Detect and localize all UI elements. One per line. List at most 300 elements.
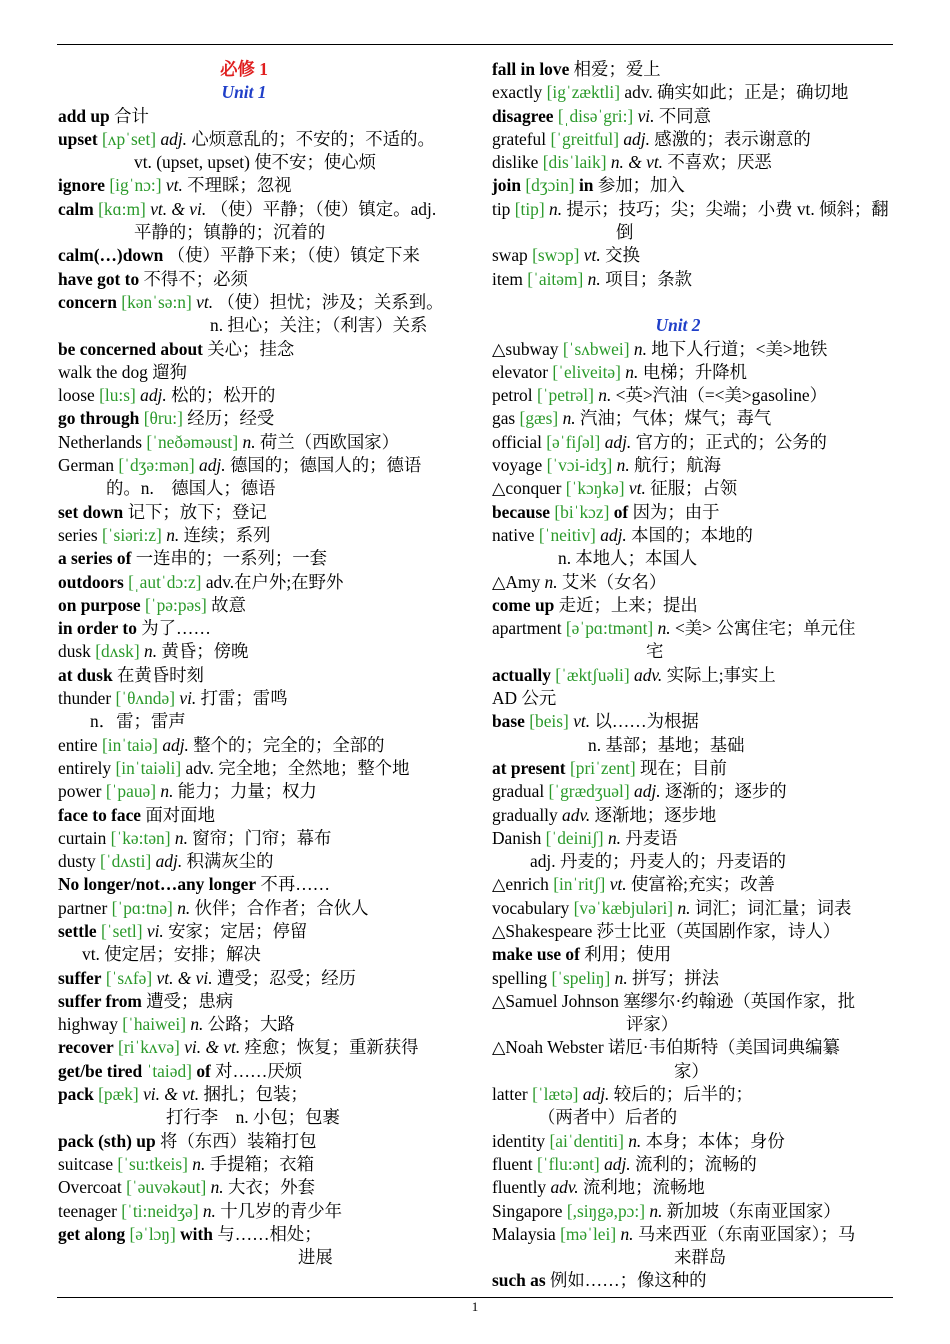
part-of-speech: n.: [633, 338, 647, 359]
definition: 十几岁的青少年: [220, 1200, 343, 1221]
vocab-entry: [492, 524, 894, 571]
part-of-speech: vt.: [628, 478, 646, 499]
vocab-entry: [58, 967, 460, 990]
vocab-entry: [492, 1083, 894, 1130]
vocab-entry: [58, 291, 460, 338]
headword: loose: [58, 385, 95, 406]
headword: make use of: [492, 944, 580, 965]
part-of-speech: n.: [616, 455, 630, 476]
phonetic: ˈtaiəd]: [146, 1060, 192, 1081]
vocab-entry: [492, 81, 894, 104]
headword: such as: [492, 1270, 546, 1291]
headword: △Samuel Johnson: [492, 990, 619, 1011]
vocab-entry: [492, 617, 894, 664]
vocab-entry: [58, 174, 460, 197]
part-of-speech: n.: [144, 641, 158, 662]
headword: concern: [58, 291, 117, 312]
phonetic: [əˈfiʃəl]: [546, 431, 601, 452]
definition: 不再……: [260, 874, 330, 895]
headword-suffix: in: [578, 175, 594, 196]
part-of-speech: n.: [242, 431, 256, 452]
vocab-entry: [492, 198, 894, 245]
part-of-speech: adj.: [199, 455, 226, 476]
headword: voyage: [492, 455, 543, 476]
part-of-speech: vi.: [146, 920, 164, 941]
vocab-entry: [58, 338, 460, 361]
headword: Malaysia: [492, 1223, 556, 1244]
definition: 对……厌烦: [215, 1060, 303, 1081]
part-of-speech: adv.: [562, 804, 591, 825]
phonetic: [ˈpetrəl]: [536, 385, 594, 406]
definition: 与……相处；: [217, 1223, 322, 1244]
definition: 记下；放下；登记: [127, 501, 267, 522]
unit-1-title: Unit 1: [221, 82, 267, 103]
vocab-entry: [492, 128, 894, 151]
phonetic: [ˈaitəm]: [527, 268, 584, 289]
headword: latter: [492, 1084, 528, 1105]
definition-continued: n．雷；雷声: [90, 711, 186, 732]
vocab-column-left: [58, 58, 460, 1269]
definition: 逐渐地；逐步地: [594, 804, 717, 825]
definition: 安家；定居；停留: [168, 920, 308, 941]
definition-continued: 评家）: [626, 1014, 679, 1035]
headword: dislike: [492, 152, 539, 173]
headword: upset: [58, 128, 98, 149]
definition: 不喜欢；厌恶: [667, 152, 772, 173]
definition: 松的；松开的: [171, 385, 276, 406]
vocab-entry: [58, 594, 460, 617]
definition: 地下人行道；<美>地铁: [651, 338, 828, 359]
phonetic: [ˈdeiniʃ]: [545, 827, 604, 848]
definition-continued: adj. 丹麦的；丹麦人的；丹麦语的: [530, 851, 787, 872]
part-of-speech: adj.: [604, 1153, 631, 1174]
headword: series: [58, 524, 98, 545]
definition-continued: （两者中）后者的: [538, 1107, 678, 1128]
definition: 征服；占领: [650, 478, 738, 499]
headword: dusk: [58, 641, 91, 662]
part-of-speech: n.: [607, 827, 621, 848]
vocab-entry: [492, 1130, 894, 1153]
definition: 电梯；升降机: [642, 361, 748, 382]
phonetic: [aiˈdentiti]: [549, 1130, 624, 1151]
definition: 能力；力量；权力: [177, 781, 317, 802]
headword: △subway: [492, 338, 559, 359]
vocab-entry: [58, 244, 460, 267]
definition: 打雷；雷鸣: [200, 688, 288, 709]
definition: 心烦意乱的；不安的；不适的。: [191, 128, 435, 149]
headword: △Noah Webster: [492, 1037, 604, 1058]
part-of-speech: n.: [620, 1223, 634, 1244]
part-of-speech: n.: [649, 1200, 663, 1221]
part-of-speech: n.: [174, 827, 188, 848]
vocab-entry: [58, 1060, 460, 1083]
headword: settle: [58, 920, 97, 941]
phonetic: [swɔp]: [532, 245, 580, 266]
phonetic: [dʒɔin]: [525, 175, 575, 196]
definition: 关心；挂念: [207, 338, 295, 359]
vocab-entry: [58, 664, 460, 687]
definition: 因为；由于: [632, 501, 720, 522]
part-of-speech: n.: [549, 198, 563, 219]
part-of-speech: vt. & vi.: [150, 198, 207, 219]
vocab-entry: [58, 734, 460, 757]
phonetic: [ˈdʒə:mən]: [118, 455, 195, 476]
definition: 较后的；后半的；: [613, 1084, 753, 1105]
part-of-speech: vi. & vt.: [143, 1084, 200, 1105]
definition-continued: n. 本地人；本国人: [558, 548, 698, 569]
definition: <美> 公寓住宅；单元住: [674, 618, 856, 639]
phonetic: [,siŋgə,pɔ:]: [566, 1200, 646, 1221]
definition: 提示；技巧；尖；尖端；小费 vt. 倾斜；翻: [566, 198, 889, 219]
headword: swap: [492, 245, 528, 266]
headword: disagree: [492, 105, 554, 126]
headword: go through: [58, 408, 140, 429]
definition: 相爱；爱上: [573, 59, 661, 79]
definition: <英>汽油（=<美>gasoline）: [615, 385, 828, 406]
vocab-column-right: [492, 58, 894, 1293]
vocab-entry: [492, 1269, 894, 1292]
phonetic: [məˈlei]: [560, 1223, 617, 1244]
headword: item: [492, 268, 523, 289]
definition: 参加；加入: [597, 175, 685, 196]
phonetic: [ˈgreitful]: [550, 128, 619, 149]
phonetic: [θru:]: [143, 408, 183, 429]
vocab-entry: [492, 174, 894, 197]
definition: 逐渐的；逐步的: [664, 781, 787, 802]
vocab-entry: [492, 1036, 894, 1083]
headword: gas: [492, 408, 516, 429]
headword-suffix: with: [180, 1223, 213, 1244]
definition-continued: 来群岛: [674, 1247, 727, 1268]
definition-continued: vt. 使定居；安排；解决: [82, 944, 261, 965]
part-of-speech: adj.: [600, 524, 627, 545]
definition: 一连串的；一系列；一套: [135, 548, 328, 569]
vocab-entry: [492, 338, 894, 361]
vocab-entry: [58, 757, 460, 780]
vocab-entry: [58, 1083, 460, 1130]
definition: 捆扎；包装；: [203, 1084, 308, 1105]
vocab-entry: [58, 571, 460, 594]
headword: entire: [58, 734, 98, 755]
phonetic: [pæk]: [98, 1084, 139, 1105]
headword: base: [492, 711, 525, 732]
phonetic: [gæs]: [519, 408, 559, 429]
definition-continued: 家）: [674, 1060, 709, 1081]
headword: △conquer: [492, 478, 562, 499]
definition: adv. 完全地；全然地；整个地: [185, 757, 410, 778]
phonetic: [lu:s]: [99, 385, 136, 406]
part-of-speech: adj.: [162, 734, 189, 755]
vocab-entry: [58, 1200, 460, 1223]
part-of-speech: n.: [190, 1014, 204, 1035]
definition: 使富裕;充实；改善: [630, 874, 775, 895]
headword: vocabulary: [492, 897, 570, 918]
vocab-entry: [492, 105, 894, 128]
headword: official: [492, 431, 542, 452]
vocab-entry: [492, 990, 894, 1037]
headword: come up: [492, 594, 555, 615]
vocab-entry: [492, 920, 894, 943]
definition: （使）平静；（使）镇定。adj.: [210, 198, 437, 219]
headword: spelling: [492, 967, 548, 988]
definition: 流利的；流畅的: [635, 1153, 757, 1174]
vocab-entry: [492, 664, 894, 687]
phonetic: [ˈpə:pəs]: [145, 594, 207, 615]
headword: tip: [492, 198, 511, 219]
definition: 项目；条款: [605, 268, 693, 289]
footer-rule: [57, 1297, 893, 1298]
phonetic: [ˈkə:tən]: [110, 827, 171, 848]
phonetic: [ˈsetl]: [100, 920, 143, 941]
definition: 走近；上来；提出: [558, 594, 698, 615]
headword: face to face: [58, 804, 142, 825]
phonetic: [igˈzæktli]: [546, 82, 620, 103]
vocab-entry: [58, 687, 460, 734]
vocab-entry: [492, 1200, 894, 1223]
part-of-speech: vi. & vt.: [184, 1037, 241, 1058]
part-of-speech: n.: [160, 781, 174, 802]
definition: adv.在户外;在野外: [205, 571, 344, 592]
headword: fluent: [492, 1153, 533, 1174]
vocab-entry: [492, 967, 894, 990]
part-of-speech: vt.: [196, 291, 214, 312]
phonetic: [tip]: [514, 198, 545, 219]
book-title: 必修 1: [220, 59, 268, 79]
headword: German: [58, 455, 115, 476]
definition: 流利地；流畅地: [582, 1177, 705, 1198]
vocab-entry: [58, 547, 460, 570]
headword: pack: [58, 1084, 94, 1105]
definition: 面对面地: [145, 804, 215, 825]
definition: 德国的；德国人的；德语: [229, 455, 422, 476]
vocab-entry: [492, 943, 894, 966]
definition: 现在；目前: [639, 757, 727, 778]
definition: 不同意: [658, 105, 712, 126]
phonetic: [ˈθʌndə]: [115, 688, 175, 709]
headword: No longer/not…any longer: [58, 874, 257, 895]
headword: △enrich: [492, 874, 549, 895]
definition: 艾米（女名）: [561, 571, 667, 592]
headword: walk the dog: [58, 361, 148, 382]
phonetic: [kɑ:m]: [98, 198, 146, 219]
definition-continued: 倒: [616, 222, 634, 243]
phonetic: [əˈpɑ:tmənt]: [565, 618, 654, 639]
vocab-entry: [58, 850, 460, 873]
headword: add up: [58, 105, 110, 126]
definition: 经历；经受: [187, 408, 275, 429]
vocab-entry: [58, 1036, 460, 1059]
vocab-entry: [492, 58, 894, 81]
part-of-speech: n.: [625, 361, 639, 382]
definition: 莎士比亚（英国剧作家，诗人）: [596, 920, 841, 941]
vocab-entry: [58, 361, 460, 384]
definition: 官方的；正式的；公务的: [635, 431, 827, 452]
headword: fluently: [492, 1177, 547, 1198]
definition-continued: 进展: [298, 1247, 333, 1268]
vocab-entry: [58, 1153, 460, 1176]
part-of-speech: n.: [544, 571, 558, 592]
headword: gradual: [492, 781, 545, 802]
phonetic: [ˈæktʃuəli]: [555, 664, 630, 685]
vocab-entry: [492, 431, 894, 454]
vocab-list-unit-1: [58, 105, 460, 1270]
phonetic: [ˈsʌfə]: [105, 967, 153, 988]
phonetic: [ˈeliveitə]: [552, 361, 621, 382]
vocab-entry: [58, 524, 460, 547]
part-of-speech: vt.: [609, 874, 627, 895]
definition: 本身；本体；身份: [645, 1130, 785, 1151]
vocab-entry: [58, 780, 460, 803]
part-of-speech: adj.: [634, 781, 661, 802]
vocab-entry: [58, 804, 460, 827]
vocab-entry: [492, 1153, 894, 1176]
headword: join: [492, 175, 521, 196]
part-of-speech: n.: [192, 1153, 206, 1174]
part-of-speech: vt.: [583, 245, 601, 266]
definition-continued: n. 担心；关注；（利害）关系: [210, 315, 428, 336]
definition-continued: 平静的；镇静的；沉着的: [134, 222, 326, 243]
definition: 积满灰尘的: [186, 851, 274, 872]
vocab-entry: [492, 151, 894, 174]
phonetic: [ˈneitiv]: [538, 524, 596, 545]
phonetic: [ˈti:neidʒə]: [121, 1200, 199, 1221]
headword: get along: [58, 1223, 126, 1244]
part-of-speech: n.: [657, 618, 671, 639]
headword: teenager: [58, 1200, 117, 1221]
part-of-speech: adv.: [550, 1177, 579, 1198]
headword: Netherlands: [58, 431, 143, 452]
definition: 将（东西）装箱打包: [159, 1130, 317, 1151]
phonetic: [ˈsu:tkeis]: [117, 1153, 188, 1174]
definition: （使）担忧；涉及；关系到。: [217, 291, 444, 312]
headword: have got to: [58, 268, 140, 289]
vocab-entry: [492, 1176, 894, 1199]
part-of-speech: n.: [210, 1177, 224, 1198]
part-of-speech: n.: [614, 967, 628, 988]
headword: partner: [58, 897, 108, 918]
vocab-entry: [492, 897, 894, 920]
page-number: 1: [471, 1299, 479, 1314]
vocab-entry: [492, 1223, 894, 1270]
vocab-entry: [58, 920, 460, 967]
definition: 荷兰（西欧国家）: [259, 431, 400, 452]
phonetic: [ˈflu:ənt]: [536, 1153, 600, 1174]
headword: calm: [58, 198, 94, 219]
definition: 实际上;事实上: [666, 664, 776, 685]
definition: adv. 确实如此；正是；确切地: [624, 82, 849, 103]
definition: 马来西亚（东南亚国家）；马: [637, 1223, 856, 1244]
definition: 在黄昏时刻: [116, 664, 204, 685]
vocab-entry: [492, 407, 894, 430]
phonetic: [ˈhaiwei]: [122, 1014, 186, 1035]
phonetic: [ˈkɔŋkə]: [565, 478, 625, 499]
definition: 遛狗: [152, 361, 187, 382]
phonetic: [kənˈsə:n]: [121, 291, 192, 312]
phonetic: [ˌautˈdɔ:z]: [128, 571, 202, 592]
definition: 不理睬；忽视: [187, 175, 292, 196]
definition: 伙伴；合作者；合伙人: [194, 897, 369, 918]
phonetic: [inˈtaiəli]: [115, 757, 182, 778]
headword: set down: [58, 501, 124, 522]
headword: calm(…)down: [58, 245, 164, 266]
phonetic: [ˈdʌsti]: [100, 851, 152, 872]
vocab-entry: [58, 454, 460, 501]
headword: exactly: [492, 82, 543, 103]
phonetic: [beis]: [529, 711, 569, 732]
definition: 为了……: [141, 618, 211, 639]
vocab-entry: [492, 594, 894, 617]
vocab-entry: [58, 501, 460, 524]
vocab-entry: [58, 384, 460, 407]
definition-continued: 的。n. 德国人；德语: [106, 478, 276, 499]
part-of-speech: vt.: [573, 711, 591, 732]
definition: 塞缪尔·约翰逊（英国作家，批: [623, 990, 856, 1011]
headword: in order to: [58, 618, 137, 639]
part-of-speech: n.: [562, 408, 576, 429]
definition: 合计: [114, 105, 149, 126]
part-of-speech: n.: [177, 897, 191, 918]
part-of-speech: vi.: [637, 105, 655, 126]
part-of-speech: vt. & vi.: [156, 967, 213, 988]
part-of-speech: n.: [587, 268, 601, 289]
phonetic: [igˈnɔ:]: [109, 175, 162, 196]
definition-continued: vt. (upset, upset) 使不安；使心烦: [134, 152, 377, 173]
definition: 诺厄·韦伯斯特（美国词典编纂: [607, 1037, 840, 1058]
vocab-entry: [492, 501, 894, 524]
headword: suffer from: [58, 990, 142, 1011]
headword: thunder: [58, 688, 112, 709]
headword: be concerned about: [58, 338, 203, 359]
definition: 感激的；表示谢意的: [654, 128, 811, 149]
phonetic: [ˈgrædʒuəl]: [548, 781, 630, 802]
headword: suitcase: [58, 1153, 114, 1174]
vocab-entry: [58, 431, 460, 454]
part-of-speech: adj.: [155, 851, 183, 872]
headword: identity: [492, 1130, 546, 1151]
headword: native: [492, 524, 535, 545]
headword: Danish: [492, 827, 542, 848]
phonetic: [ˈspeliŋ]: [551, 967, 611, 988]
definition: 黄昏；傍晚: [161, 641, 249, 662]
headword: at present: [492, 757, 566, 778]
phonetic: [ˈlætə]: [532, 1084, 579, 1105]
definition: 汽油；气体；煤气；毒气: [579, 408, 772, 429]
definition: 新加坡（东南亚国家）: [666, 1200, 841, 1221]
vocab-entry: [58, 105, 460, 128]
headword: Overcoat: [58, 1177, 122, 1198]
phonetic: [biˈkɔz]: [554, 501, 610, 522]
headword: outdoors: [58, 571, 124, 592]
headword: ignore: [58, 175, 106, 196]
phonetic: [dʌsk]: [95, 641, 140, 662]
phonetic: [ˌdisəˈgri:]: [557, 105, 634, 126]
headword: dusty: [58, 851, 96, 872]
definition: 词汇；词汇量；词表: [694, 897, 852, 918]
phonetic: [inˈtaiə]: [101, 734, 158, 755]
headword: grateful: [492, 128, 547, 149]
header-rule: [57, 44, 893, 45]
headword: because: [492, 501, 550, 522]
headword: highway: [58, 1014, 118, 1035]
vocab-entry: [58, 640, 460, 663]
headword: suffer: [58, 967, 102, 988]
vocab-entry: [492, 571, 894, 594]
vocab-entry: [58, 407, 460, 430]
phonetic: [ˈpɑ:tnə]: [111, 897, 173, 918]
headword: gradually: [492, 804, 558, 825]
headword: on purpose: [58, 594, 141, 615]
vocab-entry: [492, 361, 894, 384]
